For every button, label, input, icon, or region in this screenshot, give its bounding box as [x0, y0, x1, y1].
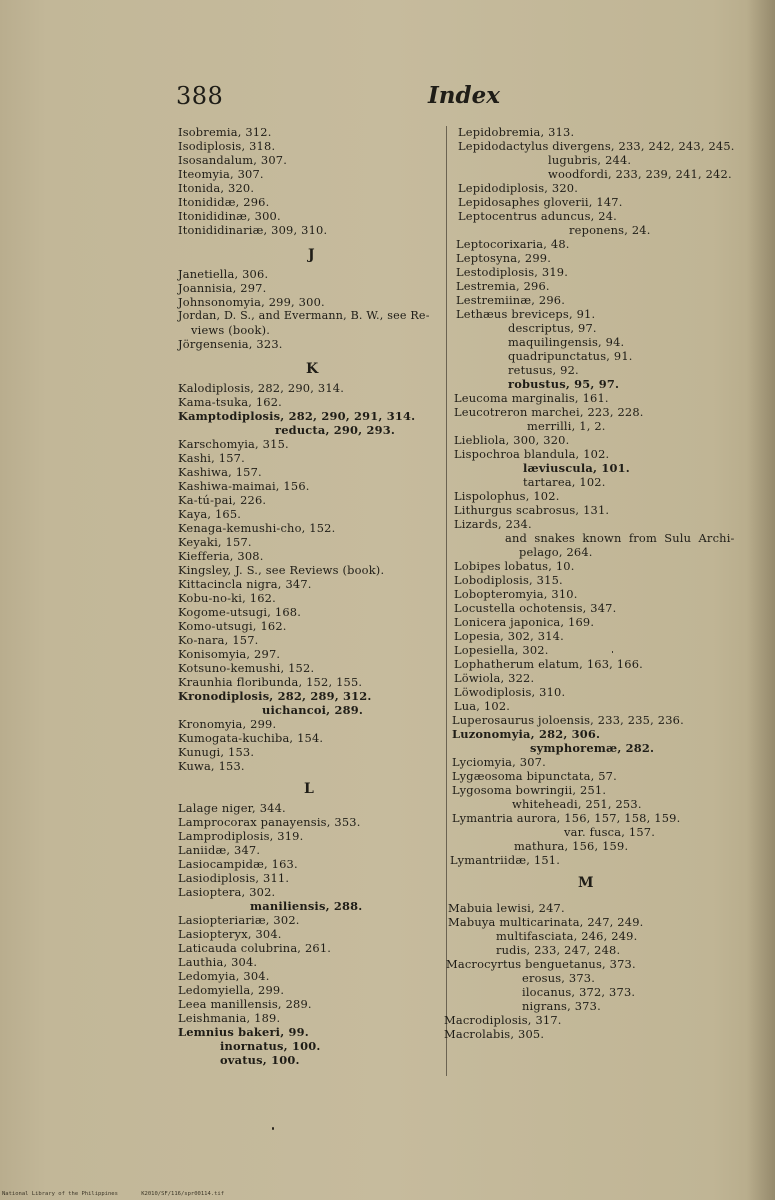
index-entry: Leptosyna, 299.	[456, 251, 552, 265]
index-entry: Itonididinæ, 300.	[178, 209, 281, 223]
index-entry: Locustella ochotensis, 347.	[454, 601, 617, 615]
index-entry: Lispolophus, 102.	[454, 489, 560, 503]
index-entry: Lymantriidæ, 151.	[450, 853, 561, 867]
index-entry: Ko-nara, 157.	[178, 633, 259, 647]
index-entry: Leea manillensis, 289.	[178, 997, 312, 1011]
scan-source: National Library of the Philippines	[2, 1191, 118, 1197]
index-entry: Isodiplosis, 318.	[178, 139, 276, 153]
index-entry: Karschomyia, 315.	[178, 437, 289, 451]
index-entry: Lasiocampidæ, 163.	[178, 857, 298, 871]
index-entry: Lestremiinæ, 296.	[456, 293, 566, 307]
index-entry: Lepidobremia, 313.	[458, 125, 575, 139]
index-entry: Löwodiplosis, 310.	[454, 685, 566, 699]
index-entry: Luperosaurus joloensis, 233, 235, 236.	[452, 713, 684, 727]
index-subentry: merrilli, 1, 2.	[527, 419, 606, 433]
index-subentry: lugubris, 244.	[548, 153, 632, 167]
index-entry: Lepidodiplosis, 320.	[458, 181, 579, 195]
index-entry: Kalodiplosis, 282, 290, 314.	[178, 381, 345, 395]
index-subentry: mathura, 156, 159.	[514, 839, 629, 853]
index-entry: Laniidæ, 347.	[178, 843, 261, 857]
index-entry: Liebliola, 300, 320.	[454, 433, 570, 447]
index-entry: Lestodiplosis, 319.	[456, 265, 569, 279]
running-head: Index	[428, 82, 500, 109]
index-entry: Joannisia, 297.	[178, 281, 267, 295]
index-entry: Kamptodiplosis, 282, 290, 291, 314.	[178, 409, 416, 423]
page-number: 388	[176, 82, 224, 110]
index-subentry: rudis, 233, 247, 248.	[496, 943, 621, 957]
index-subentry: erosus, 373.	[522, 971, 596, 985]
index-entry: Kumogata-kuchiba, 154.	[178, 731, 324, 745]
index-entry: Löwiola, 322.	[454, 671, 535, 685]
index-entry: Lasiopteryx, 304.	[178, 927, 282, 941]
index-entry: Lasiodiplosis, 311.	[178, 871, 290, 885]
index-entry: Kobu-no-ki, 162.	[178, 591, 276, 605]
index-entry: Lonicera japonica, 169.	[454, 615, 595, 629]
index-subentry: whiteheadi, 251, 253.	[512, 797, 642, 811]
print-speck	[612, 651, 613, 653]
print-speck	[272, 1127, 274, 1130]
index-entry: Macrolabis, 305.	[444, 1027, 545, 1041]
index-entry: Janetiella, 306.	[178, 267, 269, 281]
column-divider	[446, 126, 447, 1076]
section-letter-k: K	[306, 361, 319, 377]
index-subentry: robustus, 95, 97.	[508, 377, 620, 391]
index-subentry: ovatus, 100.	[220, 1053, 300, 1067]
index-subentry: ilocanus, 372, 373.	[522, 985, 636, 999]
index-subentry: maniliensis, 288.	[250, 899, 363, 913]
index-entry: Mabuia lewisi, 247.	[448, 901, 565, 915]
index-entry: Laticauda colubrina, 261.	[178, 941, 332, 955]
index-subentry: symphoremæ, 282.	[530, 741, 655, 755]
index-subentry: reponens, 24.	[569, 223, 651, 237]
index-entry: Lygæosoma bipunctata, 57.	[452, 769, 617, 783]
index-subentry: var. fusca, 157.	[564, 825, 656, 839]
index-entry: Lygosoma bowringii, 251.	[452, 783, 607, 797]
index-entry: Lasioptera, 302.	[178, 885, 276, 899]
index-entry: Lamprodiplosis, 319.	[178, 829, 304, 843]
index-entry: Kittacincla nigra, 347.	[178, 577, 312, 591]
index-entry: Lophatherum elatum, 163, 166.	[454, 657, 643, 671]
index-entry: Kenaga-kemushi-cho, 152.	[178, 521, 336, 535]
index-entry: Lobopteromyia, 310.	[454, 587, 578, 601]
index-entry: Macrocyrtus benguetanus, 373.	[446, 957, 636, 971]
index-entry: Lalage niger, 344.	[178, 801, 286, 815]
index-subentry: nigrans, 373.	[522, 999, 601, 1013]
index-entry: Lethæus breviceps, 91.	[456, 307, 596, 321]
index-entry: Lizards, 234.	[454, 517, 532, 531]
scan-footer	[2, 1191, 244, 1197]
index-entry: Kashi, 157.	[178, 451, 245, 465]
index-entry: Kogome-utsugi, 168.	[178, 605, 302, 619]
index-entry: Isosandalum, 307.	[178, 153, 288, 167]
index-entry: Kraunhia floribunda, 152, 155.	[178, 675, 363, 689]
section-letter-j: J	[308, 247, 315, 263]
index-entry: Komo-utsugi, 162.	[178, 619, 287, 633]
index-entry: Lobodiplosis, 315.	[454, 573, 563, 587]
page-header	[0, 82, 775, 112]
index-entry: Leucoma marginalis, 161.	[454, 391, 609, 405]
index-entry: Kashiwa, 157.	[178, 465, 262, 479]
index-entry: Kashiwa-maimai, 156.	[178, 479, 310, 493]
index-entry: Lasiopteriariæ, 302.	[178, 913, 300, 927]
index-subentry: læviuscula, 101.	[523, 461, 630, 475]
index-entry: Ka-tú-pai, 226.	[178, 493, 267, 507]
index-entry: Lamprocorax panayensis, 353.	[178, 815, 361, 829]
section-letter-l: L	[304, 781, 314, 797]
index-subentry: woodfordi, 233, 239, 241, 242.	[548, 167, 732, 181]
index-entry: Kiefferia, 308.	[178, 549, 264, 563]
index-entry: Kronomyia, 299.	[178, 717, 277, 731]
index-entry: Lepidodactylus divergens, 233, 242, 243, 245.	[458, 139, 735, 153]
index-entry: Lymantria aurora, 156, 157, 158, 159.	[452, 811, 681, 825]
index-entry: Lopesiella, 302.	[454, 643, 549, 657]
index-entry: Lithurgus scabrosus, 131.	[454, 503, 610, 517]
index-entry: Keyaki, 157.	[178, 535, 252, 549]
index-entry: Lopesia, 302, 314.	[454, 629, 564, 643]
section-letter-m: M	[578, 875, 594, 891]
index-subentry: inornatus, 100.	[220, 1039, 321, 1053]
index-entry: Kuwa, 153.	[178, 759, 245, 773]
index-entry: Lobipes lobatus, 10.	[454, 559, 575, 573]
index-entry: Kama-tsuka, 162.	[178, 395, 282, 409]
index-entry: Kotsuno-kemushi, 152.	[178, 661, 315, 675]
index-subentry: quadripunctatus, 91.	[508, 349, 633, 363]
index-entry: Lispochroa blandula, 102.	[454, 447, 610, 461]
index-entry: Lemnius bakeri, 99.	[178, 1025, 309, 1039]
index-entry: Kunugi, 153.	[178, 745, 255, 759]
index-subentry: multifasciata, 246, 249.	[496, 929, 638, 943]
index-entry: Mabuya multicarinata, 247, 249.	[448, 915, 644, 929]
index-entry: Luzonomyia, 282, 306.	[452, 727, 601, 741]
page-edge-shadow	[747, 0, 775, 1200]
index-subentry: descriptus, 97.	[508, 321, 597, 335]
index-entry: Leishmania, 189.	[178, 1011, 281, 1025]
index-subentry: uichancoi, 289.	[262, 703, 364, 717]
scan-identifier: K2010/SF/116/spr00114.tif	[141, 1191, 225, 1197]
index-entry: Ledomyia, 304.	[178, 969, 270, 983]
index-entry: Lauthia, 304.	[178, 955, 258, 969]
index-subentry: reducta, 290, 293.	[275, 423, 396, 437]
index-subentry: and snakes known from Sulu Archi-	[505, 531, 735, 545]
index-entry: Lyciomyia, 307.	[452, 755, 546, 769]
index-entry: Jörgensenia, 323.	[178, 337, 283, 351]
index-entry: Itonididæ, 296.	[178, 195, 270, 209]
index-entry: Lestremia, 296.	[456, 279, 550, 293]
index-entry: Johnsonomyia, 299, 300.	[178, 295, 325, 309]
index-entry: Lua, 102.	[454, 699, 511, 713]
index-entry: Itonididinariæ, 309, 310.	[178, 223, 328, 237]
index-entry: Leptocentrus aduncus, 24.	[458, 209, 617, 223]
index-entry: Leptocorixaria, 48.	[456, 237, 570, 251]
index-entry: Lepidosaphes gloverii, 147.	[458, 195, 623, 209]
index-entry: Jordan, D. S., and Evermann, B. W., see Re-	[178, 309, 430, 322]
index-entry: Leucotreron marchei, 223, 228.	[454, 405, 644, 419]
index-entry: Konisomyia, 297.	[178, 647, 281, 661]
index-subentry: retusus, 92.	[508, 363, 579, 377]
index-subentry: maquilingensis, 94.	[508, 335, 625, 349]
index-entry-continuation: views (book).	[191, 323, 271, 337]
index-entry: Iteomyia, 307.	[178, 167, 264, 181]
index-entry: Itonida, 320.	[178, 181, 255, 195]
index-entry: Kronodiplosis, 282, 289, 312.	[178, 689, 372, 703]
index-entry: Macrodiplosis, 317.	[444, 1013, 562, 1027]
index-entry: Kaya, 165.	[178, 507, 242, 521]
index-subentry: tartarea, 102.	[523, 475, 606, 489]
index-entry: Kingsley, J. S., see Reviews (book).	[178, 563, 385, 577]
index-entry-continuation: pelago, 264.	[519, 545, 593, 559]
index-entry: Ledomyiella, 299.	[178, 983, 285, 997]
index-entry: Isobremia, 312.	[178, 125, 272, 139]
